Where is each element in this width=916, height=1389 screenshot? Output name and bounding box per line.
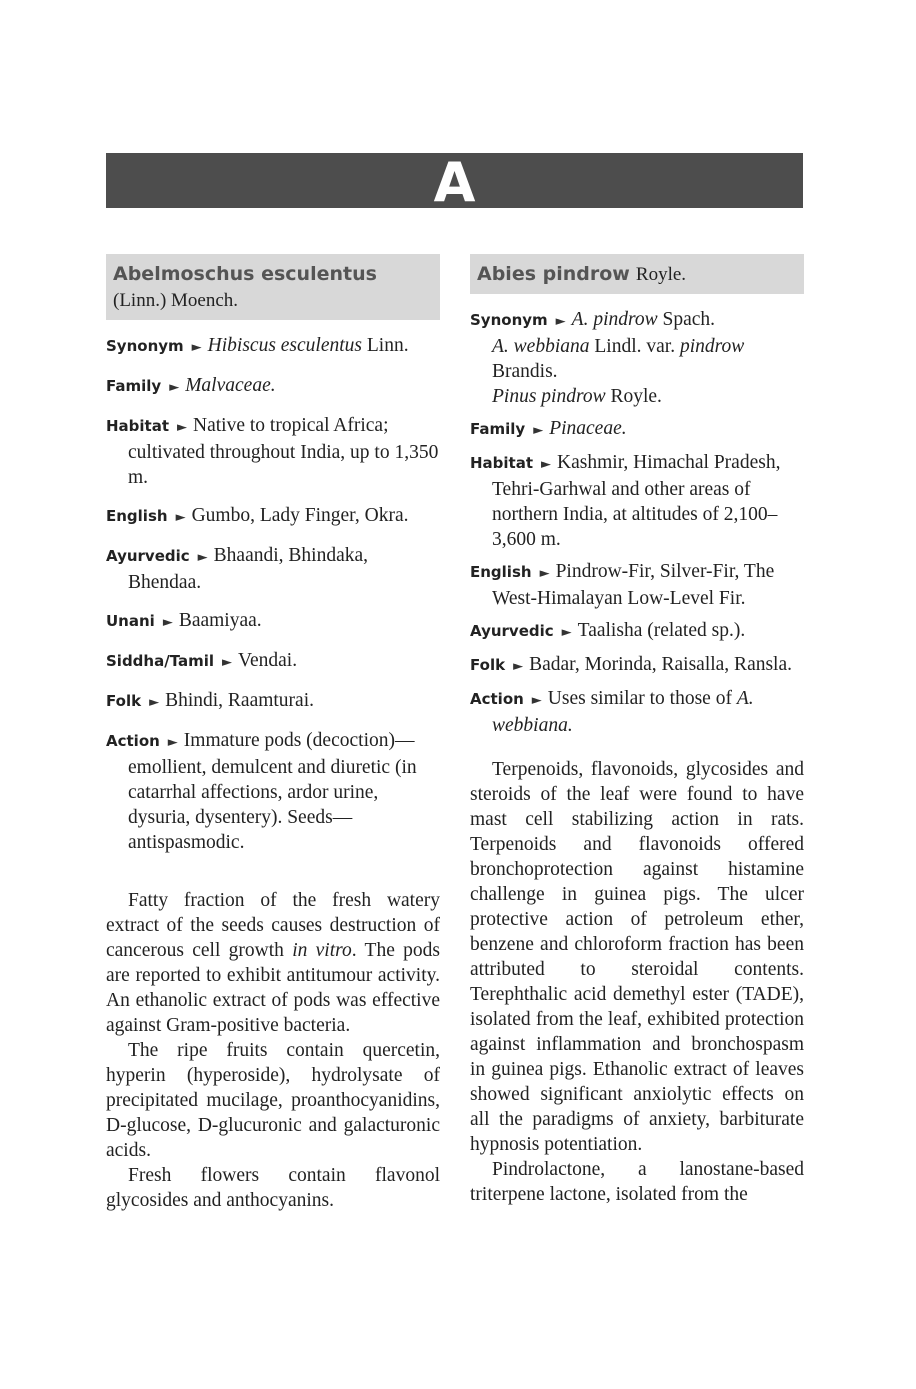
body-paragraph: Fresh flowers contain flavonol glycosides and anthocyanins. [106, 1165, 440, 1211]
field-label: Ayurvedic [470, 622, 554, 640]
field-action [470, 686, 804, 738]
field-family [106, 373, 440, 400]
field-unani [106, 608, 440, 635]
field-value: Badar, Morinda, Raisalla, Ransla. [529, 654, 793, 675]
text-run: . The pods are reported to exhibit antitumour activity. An ethanolic extract of pods was effective against Gram-positive bacteria. [106, 940, 440, 1036]
arrow-icon: ► [191, 340, 202, 355]
species-name: Abelmoschus esculentus [113, 263, 377, 285]
field-value: Baamiyaa. [178, 610, 262, 631]
field-english [106, 503, 440, 530]
section-letter: A [433, 151, 476, 214]
arrow-icon: ► [197, 550, 208, 565]
arrow-icon: ► [561, 625, 572, 640]
field-value: Linn. [362, 335, 409, 356]
field-label: Folk [470, 656, 506, 674]
field-label: Family [470, 420, 526, 438]
arrow-icon: ► [177, 420, 188, 435]
field-value: Immature pods (decoction)—emollient, demulcent and diuretic (in catarrhal affections, ardor urine, dysuria, dysentery). Seeds—antispasmodic. [128, 730, 417, 853]
field-value-italic: A. pindrow [571, 309, 658, 330]
field-value: Gumbo, Lady Finger, Okra. [191, 505, 409, 526]
field-value-italic: Hibiscus esculentus [207, 335, 363, 356]
field-synonym [470, 307, 804, 409]
arrow-icon: ► [513, 659, 524, 674]
field-value: Royle. [605, 386, 662, 407]
field-value: Taalisha (related sp.). [577, 620, 746, 641]
section-letter-banner [106, 151, 803, 214]
arrow-icon: ► [175, 510, 186, 525]
body-paragraph [106, 888, 440, 1038]
field-value: Pinaceae. [549, 418, 627, 439]
field-label: Action [106, 732, 160, 750]
field-value: Bhindi, Raamturai. [165, 690, 314, 711]
field-value: Malvaceae. [185, 375, 276, 396]
field-value-italic: pindrow [679, 336, 745, 357]
arrow-icon: ► [531, 693, 542, 708]
arrow-icon: ► [162, 615, 173, 630]
field-siddha [106, 648, 440, 675]
field-label: Synonym [106, 337, 184, 355]
field-ayurvedic [106, 543, 440, 595]
field-label: English [106, 507, 168, 525]
field-value: Lindl. var. [589, 336, 680, 357]
species-author: Royle. [635, 264, 687, 285]
body-paragraph: Terpenoids, flavonoids, glycosides and steroids of the leaf were found to have mast cell stabilizing action in rats. Terpenoids and flavonoids offered bronchoprotection against histamine challenge in guinea pigs. The ulcer protective action of petroleum ether, benzene and chloroform fraction has been attributed to steroidal contents. Terephthalic acid demethyl ester (TADE), isolated from the leaf, exhibited protection against inflammation and bronchospasm in guinea pigs. Ethanolic extract of leaves showed significant anxiolytic effects on all the paradigms of anxiety, barbiturate hypnosis potentiation. [470, 759, 804, 1155]
entry-heading [470, 254, 804, 294]
body-paragraph: Pindrolactone, a lanostane-based triterpene lactone, isolated from the [470, 1159, 804, 1205]
field-label: Siddha/Tamil [106, 652, 215, 670]
field-value: Native to tropical Africa; cultivated throughout India, up to 1,350 m. [128, 415, 439, 488]
species-author: (Linn.) Moench. [113, 290, 239, 311]
entry-heading [106, 254, 440, 320]
field-label: Synonym [470, 311, 548, 329]
field-label: Habitat [106, 417, 170, 435]
arrow-icon: ► [167, 735, 178, 750]
arrow-icon: ► [555, 314, 566, 329]
arrow-icon: ► [541, 457, 552, 472]
arrow-icon: ► [169, 380, 180, 395]
arrow-icon: ► [533, 423, 544, 438]
field-value: Kashmir, Himachal Pradesh, Tehri-Garhwal and other areas of northern India, at altitudes of 2,100–3,600 m. [492, 452, 781, 550]
field-folk [470, 652, 804, 679]
field-value: Vendai. [238, 650, 298, 671]
field-english [470, 559, 804, 611]
field-label: Family [106, 377, 162, 395]
field-value-italic: Pinus pindrow [492, 386, 606, 407]
field-label: Habitat [470, 454, 534, 472]
field-value: Uses similar to those of [547, 688, 737, 709]
field-value: Spach. [657, 309, 716, 330]
field-label: Action [470, 690, 524, 708]
field-family [470, 416, 804, 443]
field-value-italic: A. webbiana [492, 336, 590, 357]
field-value-italic: A. webbiana. [492, 688, 754, 736]
field-habitat [106, 413, 440, 490]
field-synonym [106, 333, 440, 360]
field-label: Folk [106, 692, 142, 710]
field-value: Brandis. [492, 361, 558, 382]
entry-abies [470, 254, 804, 1207]
field-ayurvedic [470, 618, 804, 645]
field-label: Ayurvedic [106, 547, 190, 565]
field-label: English [470, 563, 532, 581]
body-paragraph: The ripe fruits contain quercetin, hyperin (hyperoside), hydrolysate of precipitated mucilage, proanthocyanidins, D-glucose, D-glucuronic and galacturonic acids. [106, 1040, 440, 1161]
entry-abelmoschus [106, 254, 440, 1213]
text-run: Fatty fraction of the fresh watery extract of the seeds causes destruction of cancerous cell growth [106, 890, 440, 961]
arrow-icon: ► [539, 566, 550, 581]
field-value: Pindrow-Fir, Silver-Fir, The West-Himalayan Low-Level Fir. [492, 561, 775, 609]
arrow-icon: ► [222, 655, 233, 670]
field-habitat [470, 450, 804, 552]
field-label: Unani [106, 612, 155, 630]
arrow-icon: ► [149, 695, 160, 710]
field-action [106, 728, 440, 855]
text-run-italic: in vitro [292, 940, 352, 961]
field-value: Bhaandi, Bhindaka, Bhendaa. [128, 545, 368, 593]
species-name: Abies pindrow [477, 263, 630, 285]
field-folk [106, 688, 440, 715]
